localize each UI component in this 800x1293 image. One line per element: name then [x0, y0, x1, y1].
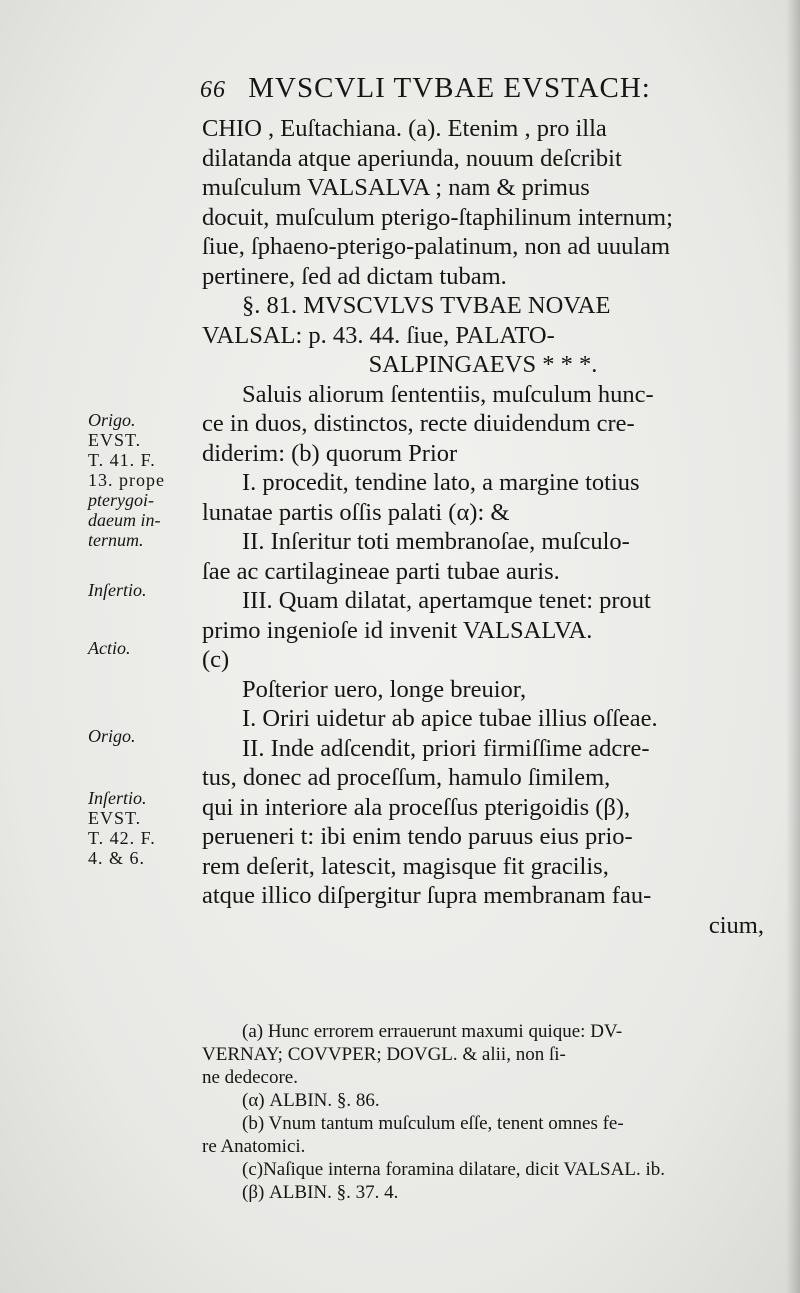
page-number: 66	[200, 77, 226, 103]
text-line: II. Inde adſcendit, priori firmiſſime adcre-	[242, 734, 650, 762]
text-line: ſiue, ſphaeno-pterigo-palatinum, non ad uuulam	[202, 233, 671, 260]
margin-ref: T. 42. F.	[88, 828, 156, 848]
text-line: docuit, muſculum pterigo-ſtaphilinum internum;	[202, 203, 673, 231]
section-heading-line: §. 81. MVSCVLVS TVBAE NOVAE	[242, 292, 611, 319]
text-line: III. Quam dilatat, apertamque tenet: prout	[242, 587, 651, 614]
text-line: dilatanda atque aperiunda, nouum deſcribit	[202, 144, 622, 172]
footnote-line: (c)Naſique interna foramina dilatare, dicit VALSAL. ib.	[242, 1159, 665, 1180]
text-line: I. Oriri uidetur ab apice tubae illius oſſeae.	[242, 705, 658, 732]
text-line: qui in interiore ala proceſſus pterigoidis (β),	[202, 793, 631, 821]
margin-note-origo-2	[88, 726, 204, 746]
footnote-line: VERNAY; COVVPER; DOVGL. & alii, non ſi-	[202, 1044, 566, 1065]
margin-label: Inſertio.	[88, 580, 147, 600]
margin-note-origo	[88, 410, 204, 550]
footnote-line: ne dedecore.	[202, 1067, 298, 1088]
margin-ref: 13. prope	[88, 470, 165, 490]
text-line: ce in duos, distinctos, recte diuidendum cre-	[202, 410, 635, 437]
text-line: primo ingenioſe id invenit VALSALVA.	[202, 616, 593, 644]
margin-ref: EVST.	[88, 808, 142, 828]
running-header	[200, 72, 760, 112]
margin-text: pterygoi-	[88, 490, 154, 510]
text-line: ſae ac cartilagineae parti tubae auris.	[202, 557, 560, 585]
footnote-line: (b) Vnum tantum muſculum eſſe, tenent omnes fe-	[242, 1113, 624, 1134]
main-text	[202, 114, 764, 940]
text-line: I. procedit, tendine lato, a margine totius	[242, 469, 640, 496]
text-line: Saluis aliorum ſententiis, muſculum hunc-	[242, 380, 654, 408]
section-heading-line: VALSAL: p. 43. 44. ſiue, PALATO-	[202, 321, 555, 349]
catchword: cium,	[708, 911, 764, 939]
footnote-line: (a) Hunc errorem errauerunt maxumi quique: DV-	[242, 1021, 623, 1042]
section-heading-line: SALPINGAEVS * * *.	[368, 351, 598, 378]
footnote-line: (α) ALBIN. §. 86.	[242, 1090, 380, 1111]
text-line: Poſterior uero, longe breuior,	[242, 675, 527, 703]
margin-label: Actio.	[88, 638, 131, 658]
margin-text: ternum.	[88, 530, 144, 550]
margin-note-insertio-2	[88, 788, 204, 868]
text-line: tus, donec ad proceſſum, hamulo ſimilem,	[202, 764, 611, 791]
text-line: muſculum VALSALVA ; nam & primus	[202, 174, 590, 201]
margin-text: daeum in-	[88, 510, 161, 530]
text-line: (c)	[202, 646, 230, 673]
text-line: lunatae partis oſſis palati (α): &	[202, 498, 510, 526]
text-line: pertinere, ſed ad dictam tubam.	[202, 262, 507, 290]
running-title: MVSCVLI TVBAE EVSTACH:	[248, 72, 651, 104]
text-line: perueneri t: ibi enim tendo paruus eius prio-	[202, 823, 633, 850]
text-line: rem deſerit, latescit, magisque fit gracilis,	[202, 852, 609, 880]
margin-label: Origo.	[88, 726, 136, 746]
footnote-line: re Anatomici.	[202, 1136, 306, 1157]
text-line: atque illico diſpergitur ſupra membranam fau-	[202, 882, 652, 909]
margin-label: Origo.	[88, 410, 136, 430]
margin-label: Inſertio.	[88, 788, 147, 808]
margin-ref: T. 41. F.	[88, 450, 156, 470]
footnotes	[202, 1020, 764, 1204]
margin-ref: EVST.	[88, 430, 142, 450]
footnote-line: (β) ALBIN. §. 37. 4.	[242, 1182, 399, 1203]
margin-ref: 4. & 6.	[88, 848, 146, 868]
page-edge-shadow	[786, 0, 800, 1293]
margin-note-insertio	[88, 580, 204, 600]
text-line: II. Inſeritur toti membranoſae, muſculo-	[242, 528, 630, 555]
margin-note-actio	[88, 638, 204, 658]
text-line: diderim: (b) quorum Prior	[202, 439, 458, 467]
text-line: CHIO , Euſtachiana. (a). Etenim , pro illa	[202, 115, 607, 142]
